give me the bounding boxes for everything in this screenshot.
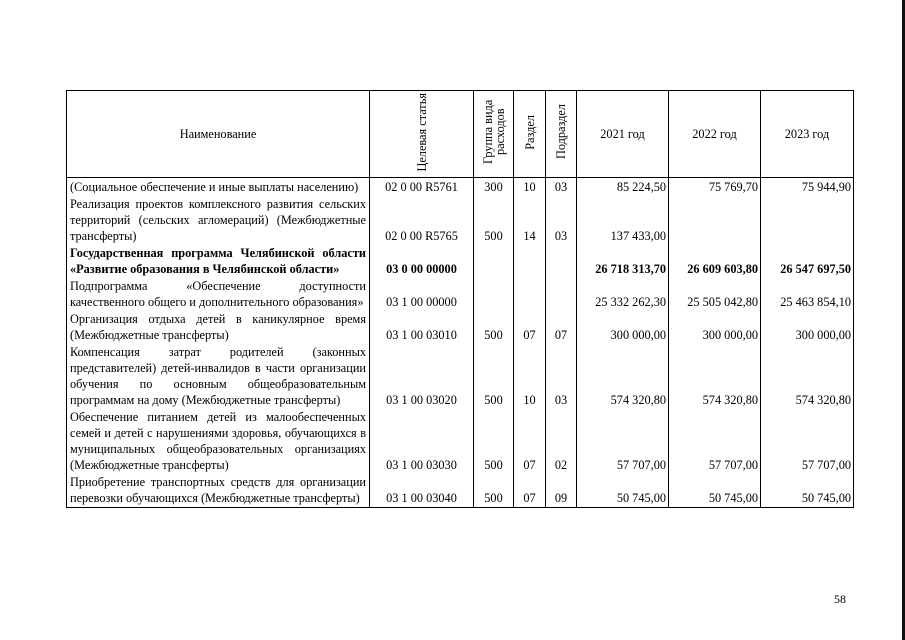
cell-2021: 85 224,50	[577, 178, 669, 196]
cell-2023: 25 463 854,10	[761, 277, 854, 310]
cell-target: 02 0 00 R5761	[370, 178, 474, 196]
cell-subsection	[546, 244, 577, 277]
cell-name: Приобретение транспортных средств для организации перевозки обучающихся (Межбюджетные трансферты)	[67, 473, 370, 508]
header-section	[514, 91, 546, 178]
cell-name: Организация отдыха детей в каникулярное время (Межбюджетные трансферты)	[67, 310, 370, 343]
cell-2022: 57 707,00	[669, 408, 761, 473]
table-row	[67, 473, 854, 508]
cell-name: Компенсация затрат родителей (законных представителей) детей-инвалидов в части организации обучения по основным общеобразовательным программам на дому (Межбюджетные трансферты)	[67, 343, 370, 408]
cell-subsection: 07	[546, 310, 577, 343]
cell-2023	[761, 195, 854, 244]
table-row	[67, 277, 854, 310]
cell-2023: 75 944,90	[761, 178, 854, 196]
cell-target: 03 1 00 03040	[370, 473, 474, 508]
cell-section	[514, 244, 546, 277]
cell-2022: 300 000,00	[669, 310, 761, 343]
cell-target: 03 0 00 00000	[370, 244, 474, 277]
cell-group: 300	[474, 178, 514, 196]
header-subsection	[546, 91, 577, 178]
cell-section: 14	[514, 195, 546, 244]
table-row	[67, 178, 854, 196]
cell-section: 10	[514, 343, 546, 408]
cell-group: 500	[474, 195, 514, 244]
cell-target: 03 1 00 03020	[370, 343, 474, 408]
cell-target: 03 1 00 00000	[370, 277, 474, 310]
header-subsection-text: Подраздел	[554, 104, 568, 160]
cell-group	[474, 277, 514, 310]
header-target	[370, 91, 474, 178]
cell-subsection: 03	[546, 343, 577, 408]
cell-2023: 50 745,00	[761, 473, 854, 508]
cell-2021: 300 000,00	[577, 310, 669, 343]
cell-group	[474, 244, 514, 277]
cell-2022: 26 609 603,80	[669, 244, 761, 277]
table-row	[67, 343, 854, 408]
cell-name: Обеспечение питанием детей из малообеспеченных семей и детей с нарушениями здоровья, обучающихся в муниципальных общеобразовательных организациях (Межбюджетные трансферты)	[67, 408, 370, 473]
cell-2021: 26 718 313,70	[577, 244, 669, 277]
cell-target: 03 1 00 03030	[370, 408, 474, 473]
cell-name: Подпрограмма «Обеспечение доступности качественного общего и дополнительного образования»	[67, 277, 370, 310]
cell-2021: 574 320,80	[577, 343, 669, 408]
table-row	[67, 244, 854, 277]
cell-2022	[669, 195, 761, 244]
cell-2022: 50 745,00	[669, 473, 761, 508]
cell-target: 02 0 00 R5765	[370, 195, 474, 244]
cell-subsection: 09	[546, 473, 577, 508]
cell-section: 07	[514, 408, 546, 473]
cell-section: 07	[514, 310, 546, 343]
cell-2022: 25 505 042,80	[669, 277, 761, 310]
cell-name: Реализация проектов комплексного развития сельских территорий (сельских агломераций) (Межбюджетные трансферты)	[67, 195, 370, 244]
table-row	[67, 310, 854, 343]
header-2022: 2022 год	[669, 91, 761, 178]
cell-name: (Социальное обеспечение и иные выплаты населению)	[67, 178, 370, 196]
header-section-text: Раздел	[522, 114, 537, 150]
header-2021: 2021 год	[577, 91, 669, 178]
cell-2021: 57 707,00	[577, 408, 669, 473]
cell-2022: 574 320,80	[669, 343, 761, 408]
cell-2023: 574 320,80	[761, 343, 854, 408]
cell-2023: 57 707,00	[761, 408, 854, 473]
table-row	[67, 195, 854, 244]
header-group-text: Группа вида расходов	[480, 99, 507, 165]
table-row	[67, 408, 854, 473]
cell-name: Государственная программа Челябинской области «Развитие образования в Челябинской области»	[67, 244, 370, 277]
cell-section: 07	[514, 473, 546, 508]
header-2023: 2023 год	[761, 91, 854, 178]
budget-table	[66, 90, 854, 508]
cell-group: 500	[474, 310, 514, 343]
cell-2021: 137 433,00	[577, 195, 669, 244]
cell-group: 500	[474, 473, 514, 508]
cell-2022: 75 769,70	[669, 178, 761, 196]
cell-subsection	[546, 277, 577, 310]
header-target-text: Целевая статья	[414, 92, 429, 172]
header-name: Наименование	[67, 91, 370, 178]
page-number: 58	[834, 592, 846, 606]
header-row	[67, 91, 854, 178]
cell-2021: 25 332 262,30	[577, 277, 669, 310]
cell-2023: 300 000,00	[761, 310, 854, 343]
cell-section: 10	[514, 178, 546, 196]
cell-2023: 26 547 697,50	[761, 244, 854, 277]
cell-subsection: 02	[546, 408, 577, 473]
cell-section	[514, 277, 546, 310]
cell-subsection: 03	[546, 178, 577, 196]
cell-2021: 50 745,00	[577, 473, 669, 508]
cell-target: 03 1 00 03010	[370, 310, 474, 343]
cell-group: 500	[474, 408, 514, 473]
header-group	[474, 91, 514, 178]
cell-subsection: 03	[546, 195, 577, 244]
cell-group: 500	[474, 343, 514, 408]
